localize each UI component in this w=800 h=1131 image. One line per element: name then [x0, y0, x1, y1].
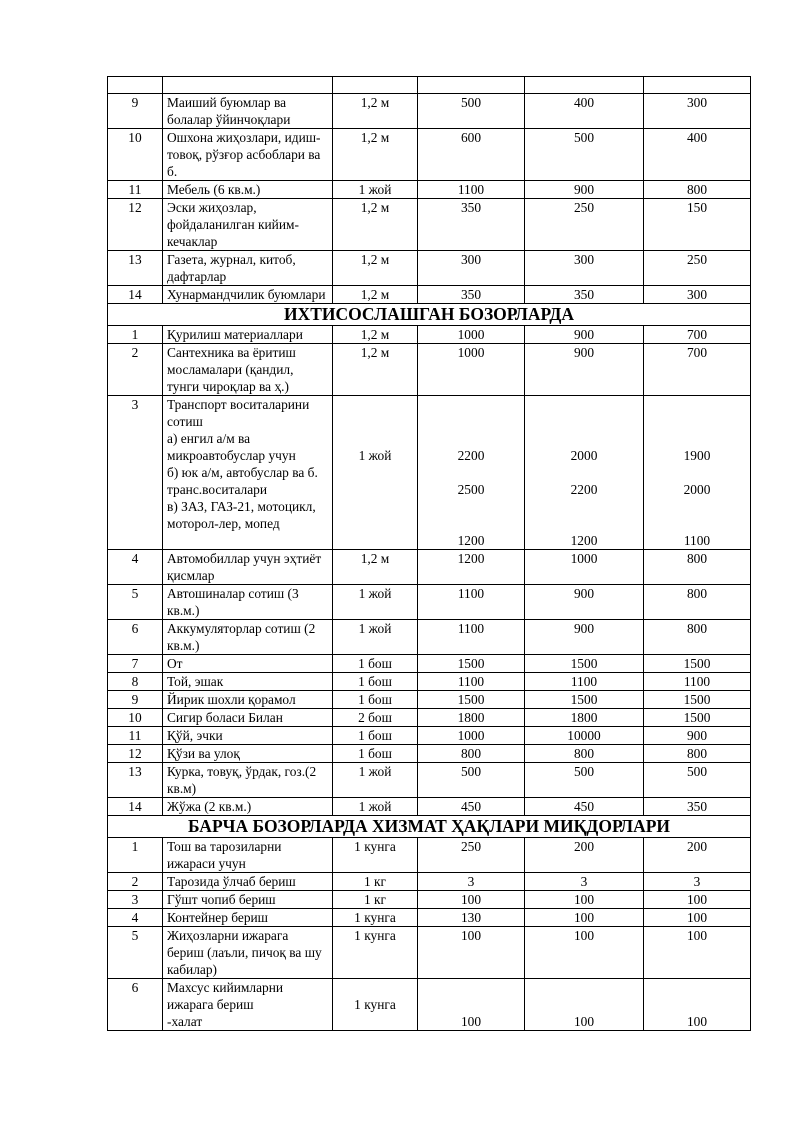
empty-cell — [525, 77, 644, 94]
value-cell: 10000 — [525, 727, 644, 745]
value-cell: 1100 — [418, 585, 525, 620]
value-cell: 1500 — [525, 691, 644, 709]
section-row — [108, 304, 751, 326]
value-cell: 1500 — [418, 691, 525, 709]
value-text: 100 — [573, 1014, 595, 1029]
unit-cell: 1,2 м — [333, 94, 418, 129]
unit-text: 1 жой — [358, 448, 392, 463]
value-cell: 100 — [418, 891, 525, 909]
value-cell: 100 — [644, 891, 751, 909]
value-cell: 900 — [644, 727, 751, 745]
value-cell: 250 — [525, 199, 644, 251]
value-cell: 100 — [525, 891, 644, 909]
value-cell: 250 — [418, 838, 525, 873]
item-name: Маиший буюмлар ва болалар ўйинчоқлари — [163, 94, 333, 129]
value-cell: 900 — [525, 181, 644, 199]
value-cell: 100 — [644, 909, 751, 927]
table-row — [108, 181, 751, 199]
value-c: 1100 — [683, 533, 711, 548]
value-cell: 1100 — [644, 673, 751, 691]
row-number: 10 — [108, 129, 163, 181]
value-cell: 350 — [644, 798, 751, 816]
value-cell: 200 — [644, 838, 751, 873]
unit-cell: 1 кунга — [333, 838, 418, 873]
item-name-line: Транспорт воситаларини сотиш — [167, 397, 310, 429]
item-name: Аккумуляторлар сотиш (2 кв.м.) — [163, 620, 333, 655]
value-cell — [525, 979, 644, 1031]
value-cell: 900 — [525, 344, 644, 396]
table-row — [108, 891, 751, 909]
unit-cell: 1 кг — [333, 873, 418, 891]
empty-cell — [163, 77, 333, 94]
row-number: 4 — [108, 550, 163, 585]
value-cell: 350 — [525, 286, 644, 304]
item-name: Газета, журнал, китоб, дафтарлар — [163, 251, 333, 286]
value-b: 2200 — [570, 482, 598, 497]
item-name: Курка, товуқ, ўрдак, гоз.(2 кв.м) — [163, 763, 333, 798]
unit-cell: 1 кг — [333, 891, 418, 909]
unit-cell: 1 жой — [333, 763, 418, 798]
value-cell: 100 — [525, 909, 644, 927]
table-body — [108, 77, 751, 1031]
value-cell — [525, 396, 644, 550]
value-cell: 500 — [525, 763, 644, 798]
row-number: 5 — [108, 585, 163, 620]
section-row — [108, 816, 751, 838]
value-cell: 800 — [644, 181, 751, 199]
value-cell: 3 — [525, 873, 644, 891]
unit-cell: 2 бош — [333, 709, 418, 727]
value-cell: 3 — [418, 873, 525, 891]
unit-cell: 1,2 м — [333, 326, 418, 344]
value-cell — [418, 396, 525, 550]
unit-cell: 1 жой — [333, 798, 418, 816]
row-number: 9 — [108, 691, 163, 709]
unit-cell — [333, 979, 418, 1031]
table-row — [108, 927, 751, 979]
value-cell: 350 — [418, 286, 525, 304]
value-cell: 500 — [418, 763, 525, 798]
value-cell: 700 — [644, 326, 751, 344]
value-cell: 300 — [644, 94, 751, 129]
value-cell: 900 — [525, 620, 644, 655]
row-number: 14 — [108, 286, 163, 304]
value-cell: 1800 — [418, 709, 525, 727]
item-name: От — [163, 655, 333, 673]
value-cell: 800 — [418, 745, 525, 763]
item-name: Той, эшак — [163, 673, 333, 691]
table-row — [108, 251, 751, 286]
item-name: Сантехника ва ёритиш мосламалари (қандил, тунги чироқлар ва ҳ.) — [163, 344, 333, 396]
item-name: Йирик шохли қорамол — [163, 691, 333, 709]
row-number: 12 — [108, 745, 163, 763]
item-name — [163, 396, 333, 550]
table-row — [108, 655, 751, 673]
value-cell: 1100 — [525, 673, 644, 691]
table-row-transport — [108, 396, 751, 550]
value-cell: 800 — [644, 550, 751, 585]
value-b: 2500 — [457, 482, 485, 497]
value-cell: 3 — [644, 873, 751, 891]
unit-cell: 1 жой — [333, 585, 418, 620]
unit-cell: 1,2 м — [333, 344, 418, 396]
unit-cell: 1,2 м — [333, 199, 418, 251]
row-number: 11 — [108, 181, 163, 199]
value-cell: 1100 — [418, 673, 525, 691]
item-name: Автомобиллар учун эҳтиёт қисмлар — [163, 550, 333, 585]
value-cell: 300 — [644, 286, 751, 304]
value-cell: 1200 — [418, 550, 525, 585]
value-c: 1200 — [570, 533, 598, 548]
value-text: 100 — [686, 1014, 708, 1029]
table-row — [108, 286, 751, 304]
value-text: 100 — [460, 1014, 482, 1029]
table-row — [108, 691, 751, 709]
value-cell: 400 — [525, 94, 644, 129]
item-name: Автошиналар сотиш (3 кв.м.) — [163, 585, 333, 620]
table-row — [108, 909, 751, 927]
item-name: Ошхона жиҳозлари, идиш-товоқ, рўзғор асбоблари ва б. — [163, 129, 333, 181]
value-cell: 100 — [525, 927, 644, 979]
value-cell: 200 — [525, 838, 644, 873]
item-name-line: б) юк а/м, автобуслар ва б. транс.воситалари — [167, 465, 318, 497]
value-cell: 450 — [525, 798, 644, 816]
row-number: 3 — [108, 396, 163, 550]
item-name: Жиҳозларни ижарага бериш (лаъли, пичоқ ва шу кабилар) — [163, 927, 333, 979]
unit-cell: 1 бош — [333, 673, 418, 691]
row-number: 7 — [108, 655, 163, 673]
unit-cell: 1 бош — [333, 655, 418, 673]
unit-cell: 1 бош — [333, 727, 418, 745]
unit-cell — [333, 396, 418, 550]
value-cell — [644, 396, 751, 550]
row-number: 1 — [108, 326, 163, 344]
value-cell: 100 — [644, 927, 751, 979]
value-cell: 100 — [418, 927, 525, 979]
value-cell: 1000 — [418, 326, 525, 344]
unit-text: 1 кунга — [354, 997, 396, 1012]
item-name-line: а) енгил а/м ва микроавтобуслар учун — [167, 431, 296, 463]
value-a: 2200 — [457, 448, 485, 463]
value-cell: 1500 — [525, 655, 644, 673]
row-number: 10 — [108, 709, 163, 727]
row-number: 6 — [108, 979, 163, 1031]
table-row — [108, 727, 751, 745]
unit-cell: 1 кунга — [333, 927, 418, 979]
table-row — [108, 873, 751, 891]
value-cell: 400 — [644, 129, 751, 181]
row-number: 9 — [108, 94, 163, 129]
unit-cell: 1 жой — [333, 181, 418, 199]
value-a: 1900 — [683, 448, 711, 463]
item-name: Қўй, эчки — [163, 727, 333, 745]
table-row — [108, 550, 751, 585]
value-cell: 1500 — [644, 709, 751, 727]
row-number: 2 — [108, 873, 163, 891]
value-cell: 1000 — [418, 727, 525, 745]
table-row — [108, 620, 751, 655]
value-cell: 1000 — [525, 550, 644, 585]
row-number: 14 — [108, 798, 163, 816]
table-row-last — [108, 979, 751, 1031]
value-cell: 350 — [418, 199, 525, 251]
unit-cell: 1 жой — [333, 620, 418, 655]
value-cell: 130 — [418, 909, 525, 927]
row-number: 8 — [108, 673, 163, 691]
table-row — [108, 129, 751, 181]
item-name: Хунармандчилик буюмлари — [163, 286, 333, 304]
row-number: 6 — [108, 620, 163, 655]
row-number: 2 — [108, 344, 163, 396]
value-a: 2000 — [570, 448, 598, 463]
item-name: Мебель (6 кв.м.) — [163, 181, 333, 199]
value-cell — [418, 979, 525, 1031]
section-title-services: БАРЧА БОЗОРЛАРДА ХИЗМАТ ҲАҚЛАРИ МИҚДОРЛАРИ — [108, 816, 751, 838]
item-name: Гўшт чопиб бериш — [163, 891, 333, 909]
empty-cell — [418, 77, 525, 94]
value-cell: 1000 — [418, 344, 525, 396]
item-name: Эски жиҳозлар, фойдаланилган кийим-кечаклар — [163, 199, 333, 251]
value-cell: 800 — [644, 585, 751, 620]
table-row — [108, 326, 751, 344]
row-number: 3 — [108, 891, 163, 909]
value-cell: 1100 — [418, 620, 525, 655]
value-cell: 500 — [418, 94, 525, 129]
value-cell: 500 — [525, 129, 644, 181]
row-number: 13 — [108, 763, 163, 798]
unit-cell: 1,2 м — [333, 251, 418, 286]
item-name: Қурилиш материаллари — [163, 326, 333, 344]
value-cell: 600 — [418, 129, 525, 181]
empty-cell — [333, 77, 418, 94]
unit-cell: 1 бош — [333, 691, 418, 709]
item-name-line: -халат — [167, 1014, 203, 1029]
value-cell: 1500 — [418, 655, 525, 673]
value-cell: 1100 — [418, 181, 525, 199]
section-title-specialized: ИХТИСОСЛАШГАН БОЗОРЛАРДА — [108, 304, 751, 326]
item-name: Қўзи ва улоқ — [163, 745, 333, 763]
item-name: Сигир боласи Билан — [163, 709, 333, 727]
value-cell: 500 — [644, 763, 751, 798]
table-row — [108, 585, 751, 620]
unit-cell: 1 бош — [333, 745, 418, 763]
item-name-line: Махсус кийимларни ижарага бериш — [167, 980, 284, 1012]
table-row — [108, 673, 751, 691]
value-cell: 150 — [644, 199, 751, 251]
table-row — [108, 344, 751, 396]
value-cell: 900 — [525, 326, 644, 344]
item-name: Жўжа (2 кв.м.) — [163, 798, 333, 816]
unit-cell: 1 кунга — [333, 909, 418, 927]
table-row-empty — [108, 77, 751, 94]
unit-cell: 1,2 м — [333, 286, 418, 304]
row-number: 5 — [108, 927, 163, 979]
value-cell: 800 — [525, 745, 644, 763]
table-row — [108, 798, 751, 816]
table-row — [108, 94, 751, 129]
table-row — [108, 745, 751, 763]
item-name: Тарозида ўлчаб бериш — [163, 873, 333, 891]
value-cell: 800 — [644, 745, 751, 763]
value-cell: 700 — [644, 344, 751, 396]
row-number: 4 — [108, 909, 163, 927]
empty-cell — [644, 77, 751, 94]
value-b: 2000 — [683, 482, 711, 497]
row-number: 12 — [108, 199, 163, 251]
item-name: Тош ва тарозиларни ижараси учун — [163, 838, 333, 873]
table-row — [108, 838, 751, 873]
value-cell: 300 — [418, 251, 525, 286]
row-number: 13 — [108, 251, 163, 286]
item-name-line: в) ЗАЗ, ГАЗ-21, мотоцикл, моторол-лер, мопед — [167, 499, 316, 531]
value-c: 1200 — [457, 533, 485, 548]
unit-cell: 1,2 м — [333, 550, 418, 585]
value-cell: 450 — [418, 798, 525, 816]
item-name — [163, 979, 333, 1031]
tariff-table — [107, 76, 751, 1031]
row-number: 11 — [108, 727, 163, 745]
empty-cell — [108, 77, 163, 94]
table-row — [108, 199, 751, 251]
row-number: 1 — [108, 838, 163, 873]
value-cell — [644, 979, 751, 1031]
value-cell: 1800 — [525, 709, 644, 727]
item-name: Контейнер бериш — [163, 909, 333, 927]
unit-cell: 1,2 м — [333, 129, 418, 181]
value-cell: 900 — [525, 585, 644, 620]
value-cell: 1500 — [644, 691, 751, 709]
value-cell: 300 — [525, 251, 644, 286]
value-cell: 800 — [644, 620, 751, 655]
table-row — [108, 709, 751, 727]
value-cell: 250 — [644, 251, 751, 286]
table-row — [108, 763, 751, 798]
value-cell: 1500 — [644, 655, 751, 673]
